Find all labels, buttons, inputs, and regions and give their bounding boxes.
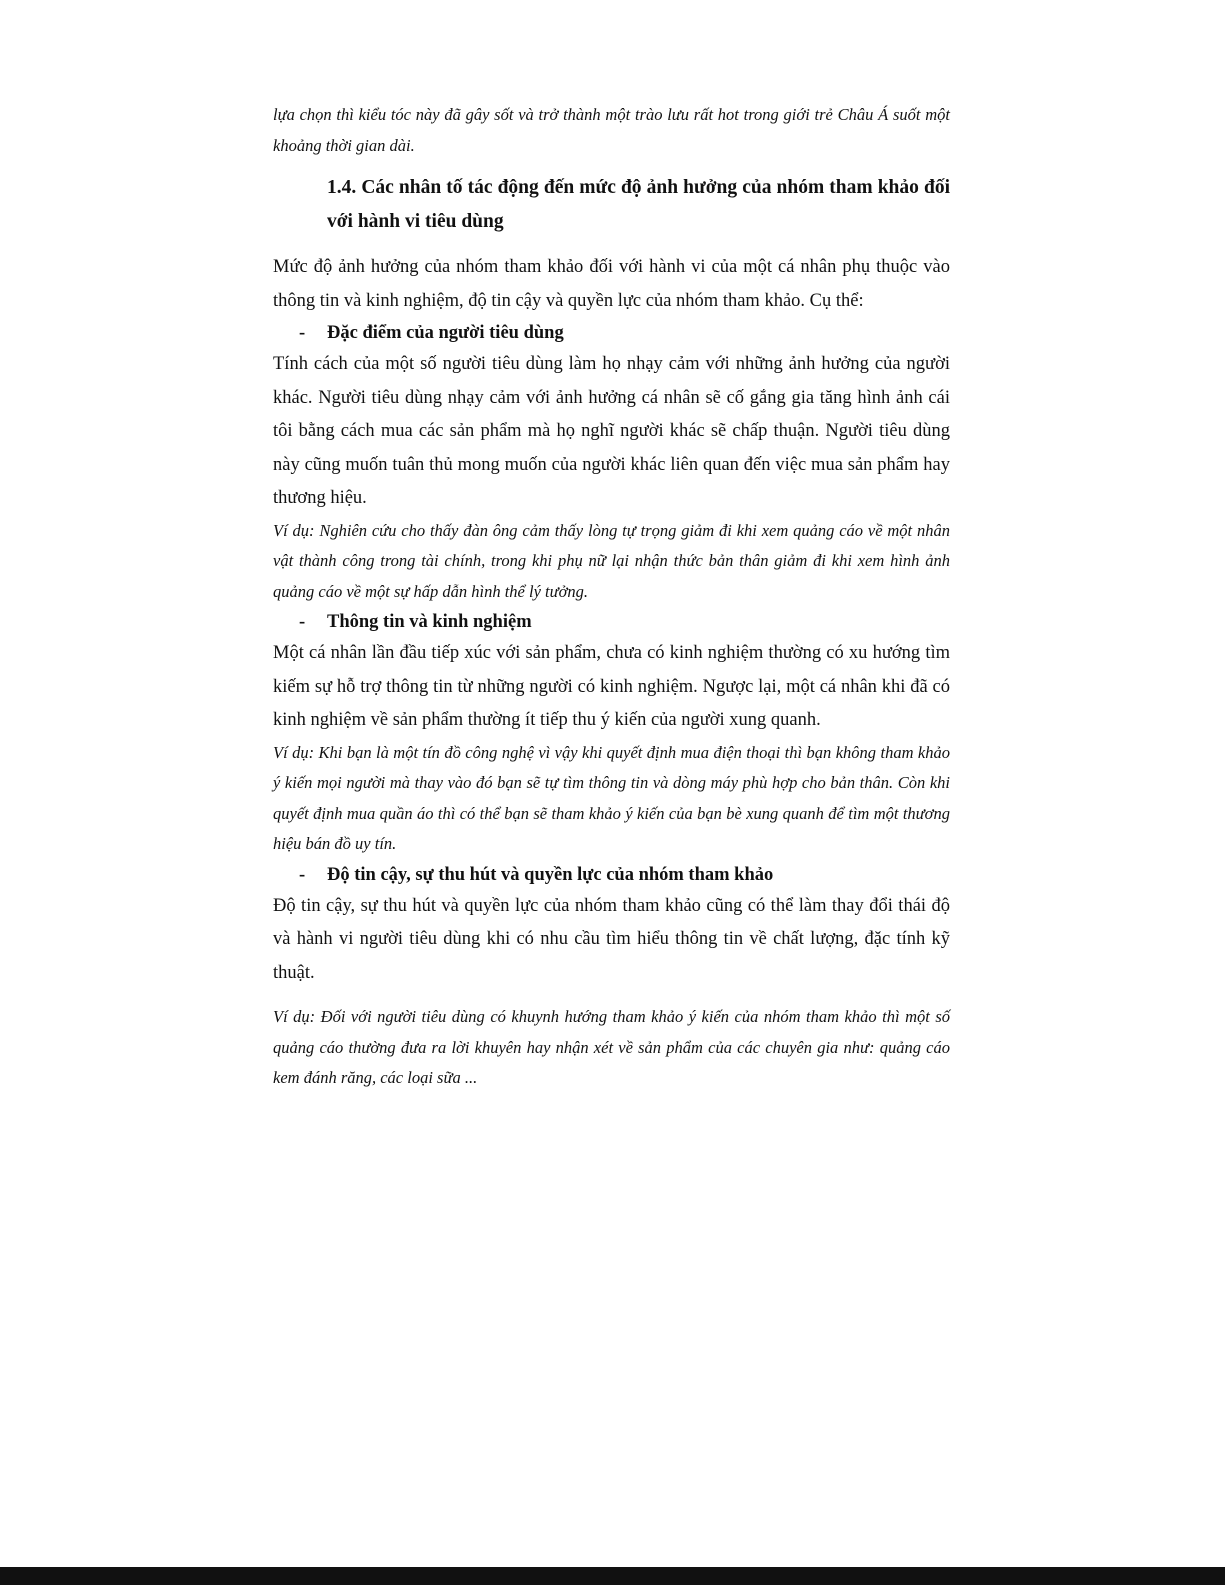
document-page [273, 100, 950, 1094]
bullet-dash: - [299, 612, 306, 632]
factor2-title: Thông tin và kinh nghiệm [327, 612, 532, 632]
factor1-body: Tính cách của một số người tiêu dùng làm họ nhạy cảm với những ảnh hưởng của người khác. Người tiêu dùng nhạy cảm với ảnh hưởng cá nhân sẽ cố gắng gia tăng hình ảnh cái tôi bằng cách mua các sản phẩm mà họ nghĩ người khác sẽ chấp thuận. Người tiêu dùng này cũng muốn tuân thủ mong muốn của người khác liên quan đến việc mua sản phẩm hay thương hiệu. [273, 354, 950, 508]
factor2-example: Ví dụ: Khi bạn là một tín đồ công nghệ vì vậy khi quyết định mua điện thoại thì bạn không tham khảo ý kiến mọi người mà thay vào đó bạn sẽ tự tìm thông tin và dòng máy phù hợp cho bản thân. Còn khi quyết định mua quần áo thì có thể bạn sẽ tham khảo ý kiến của bạn bè xung quanh để tìm một thương hiệu bán đồ uy tín. [273, 742, 950, 853]
factor1-example: Ví dụ: Nghiên cứu cho thấy đàn ông cảm thấy lòng tự trọng giảm đi khi xem quảng cáo về một nhân vật thành công trong tài chính, trong khi phụ nữ lại nhận thức bản thân giảm đi khi xem hình ảnh quảng cáo về một sự hấp dẫn hình thể lý tưởng. [273, 520, 950, 601]
factor2-heading [273, 607, 950, 637]
section-heading: 1.4. Các nhân tố tác động đến mức độ ảnh hưởng của nhóm tham khảo đối với hành vi tiêu dùng [327, 177, 950, 232]
factor3-example: Ví dụ: Đối với người tiêu dùng có khuynh hướng tham khảo ý kiến của nhóm tham khảo thì một số quảng cáo thường đưa ra lời khuyên hay nhận xét về sản phẩm của các chuyên gia như: quảng cáo kem đánh răng, các loại sữa ... [273, 1007, 950, 1087]
factor3-body: Độ tin cậy, sự thu hút và quyền lực của nhóm tham khảo cũng có thể làm thay đổi thái độ và hành vi người tiêu dùng khi có nhu cầu tìm hiểu thông tin về chất lượng, đặc tính kỹ thuật. [273, 895, 950, 983]
factor3-heading [273, 860, 950, 890]
bottom-border-bar [0, 1567, 1225, 1585]
factor1-title: Đặc điểm của người tiêu dùng [327, 323, 564, 343]
factor1-heading [273, 318, 950, 348]
bullet-dash: - [299, 323, 306, 343]
factor2-body: Một cá nhân lần đầu tiếp xúc với sản phẩm, chưa có kinh nghiệm thường có xu hướng tìm kiếm sự hỗ trợ thông tin từ những người có kinh nghiệm. Ngược lại, một cá nhân khi đã có kinh nghiệm về sản phẩm thường ít tiếp thu ý kiến của người xung quanh. [273, 643, 950, 730]
factor3-title: Độ tin cậy, sự thu hút và quyền lực của nhóm tham khảo [327, 864, 774, 885]
bullet-dash: - [299, 864, 306, 885]
intro-example-text: lựa chọn thì kiểu tóc này đã gây sốt và trở thành một trào lưu rất hot trong giới trẻ Châu Á suốt một khoảng thời gian dài. [273, 105, 950, 155]
section-intro-paragraph: Mức độ ảnh hưởng của nhóm tham khảo đối với hành vi của một cá nhân phụ thuộc vào thông tin và kinh nghiệm, độ tin cậy và quyền lực của nhóm tham khảo. Cụ thể: [273, 257, 950, 311]
